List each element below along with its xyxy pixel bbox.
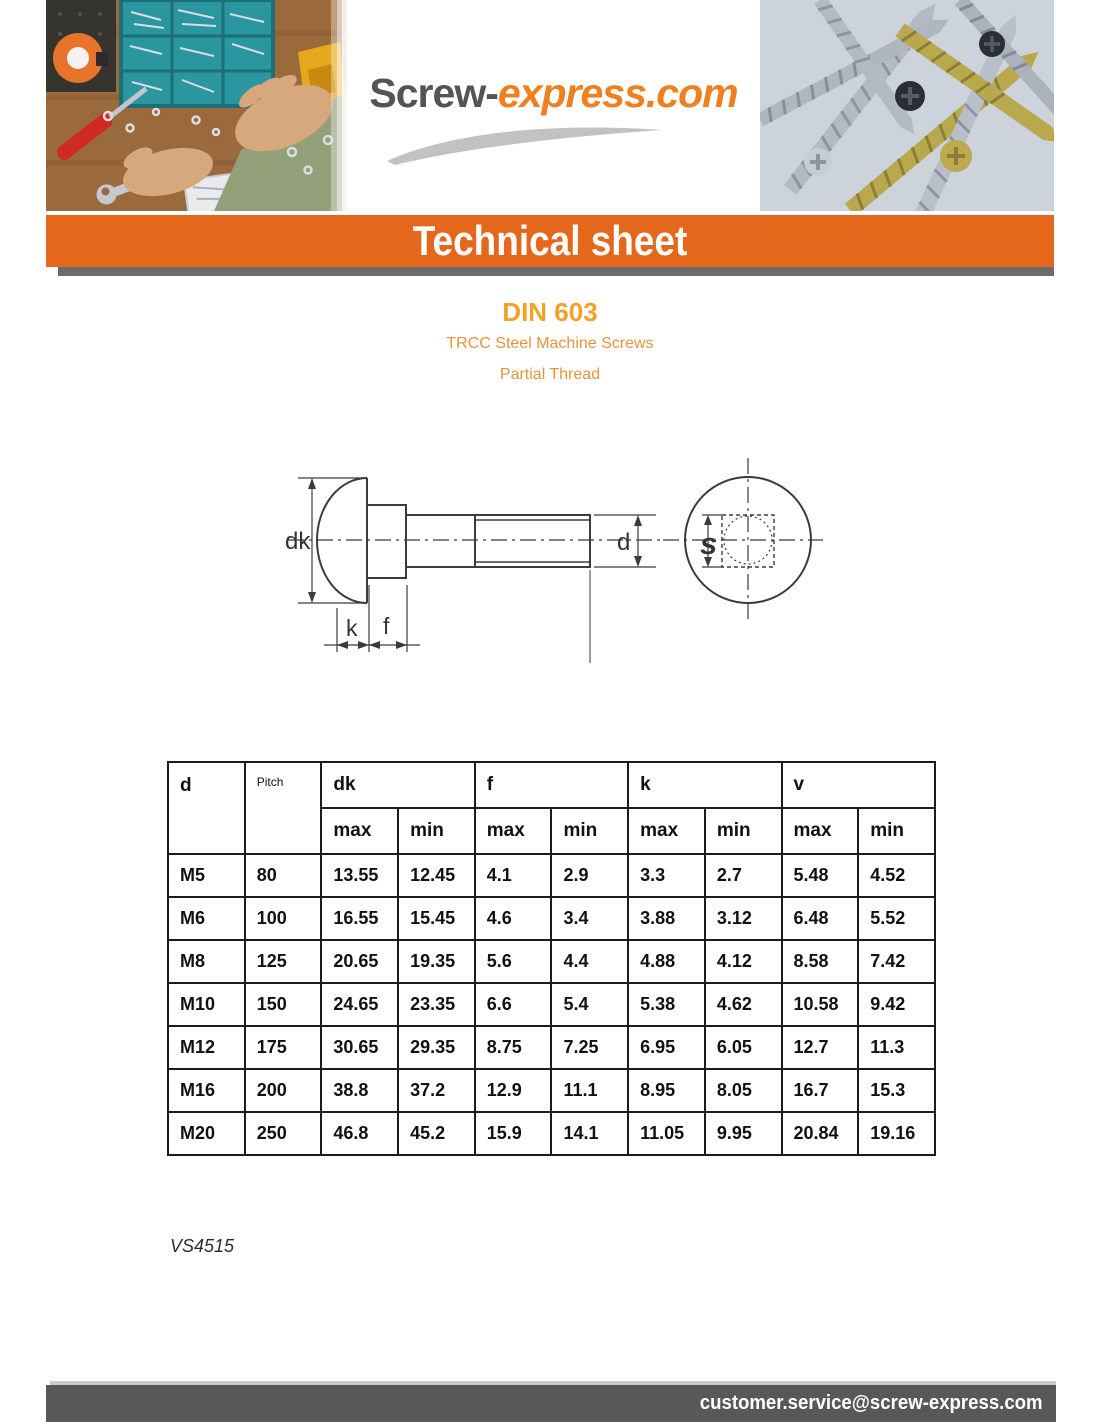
subheader-max: max [321,808,398,854]
s-label: s [700,526,718,561]
cell-value: 7.42 [858,940,935,983]
banner-title: Technical sheet [412,217,688,264]
spec-table [167,761,936,1156]
cell-pitch: 175 [245,1026,322,1069]
cell-value: 20.84 [782,1112,859,1155]
product-subtitle: TRCC Steel Machine Screws [446,335,654,352]
cell-value: 14.1 [551,1112,628,1155]
subheader-min: min [551,808,628,854]
subheader-max: max [782,808,859,854]
cell-value: 19.35 [398,940,475,983]
cell-value: 3.3 [628,854,705,897]
cell-value: 2.9 [551,854,628,897]
col-header-pitch: Pitch [245,762,322,854]
cell-value: 9.95 [705,1112,782,1155]
table-row [168,983,935,1026]
cell-value: 38.8 [321,1069,398,1112]
logo-zone [347,0,760,211]
col-header-f: f [475,762,628,808]
table-row [168,897,935,940]
cell-size: M12 [168,1026,245,1069]
logo-swoosh [379,119,669,165]
cell-value: 7.25 [551,1026,628,1069]
dk-label: dk [285,528,311,555]
cell-value: 6.48 [782,897,859,940]
cell-value: 6.6 [475,983,552,1026]
footer-email-link[interactable]: customer.service@screw-express.com [700,1392,1043,1414]
cell-value: 15.45 [398,897,475,940]
cell-value: 5.4 [551,983,628,1026]
cell-pitch: 200 [245,1069,322,1112]
screw-pile-illustration [760,0,1054,211]
header-photo-workbench [46,0,347,211]
cell-value: 6.95 [628,1026,705,1069]
cell-value: 37.2 [398,1069,475,1112]
cell-value: 11.3 [858,1026,935,1069]
cell-value: 4.6 [475,897,552,940]
standard-title: DIN 603 [502,297,598,327]
d-label: d [617,529,631,556]
cell-value: 30.65 [321,1026,398,1069]
cell-size: M6 [168,897,245,940]
cell-value: 5.52 [858,897,935,940]
cell-value: 10.58 [782,983,859,1026]
cell-value: 15.9 [475,1112,552,1155]
cell-pitch: 100 [245,897,322,940]
cell-value: 6.05 [705,1026,782,1069]
col-header-v: v [782,762,936,808]
cell-size: M16 [168,1069,245,1112]
cell-value: 4.4 [551,940,628,983]
cell-value: 13.55 [321,854,398,897]
subheader-min: min [398,808,475,854]
cell-value: 3.4 [551,897,628,940]
logo-prefix: Screw- [369,70,498,116]
banner-shadow [58,267,1054,276]
workbench-illustration [46,0,347,211]
table-row [168,1112,935,1155]
cell-value: 16.55 [321,897,398,940]
cell-value: 24.65 [321,983,398,1026]
footer-bar [46,1385,1056,1422]
cell-pitch: 125 [245,940,322,983]
cell-value: 11.1 [551,1069,628,1112]
cell-value: 5.6 [475,940,552,983]
table-row [168,940,935,983]
cell-value: 4.12 [705,940,782,983]
cell-value: 4.52 [858,854,935,897]
thread-subtitle: Partial Thread [499,366,601,383]
brand-logo [369,70,737,117]
cell-size: M20 [168,1112,245,1155]
cell-value: 45.2 [398,1112,475,1155]
spec-table-head [168,762,935,854]
f-label: f [383,613,390,639]
cell-size: M10 [168,983,245,1026]
cell-size: M5 [168,854,245,897]
reference-note: VS4515 [170,1236,235,1256]
col-header-d: d [168,762,245,854]
cell-value: 3.12 [705,897,782,940]
subheader-min: min [705,808,782,854]
cell-pitch: 150 [245,983,322,1026]
cell-size: M8 [168,940,245,983]
cell-value: 9.42 [858,983,935,1026]
bolt-diagram [250,440,850,680]
cell-value: 8.58 [782,940,859,983]
cell-value: 2.7 [705,854,782,897]
cell-value: 4.62 [705,983,782,1026]
col-header-k: k [628,762,781,808]
cell-value: 20.65 [321,940,398,983]
cell-value: 4.1 [475,854,552,897]
cell-value: 12.7 [782,1026,859,1069]
cell-value: 23.35 [398,983,475,1026]
cell-pitch: 250 [245,1112,322,1155]
cell-value: 8.05 [705,1069,782,1112]
cell-value: 12.45 [398,854,475,897]
subheader-max: max [628,808,705,854]
table-row [168,1069,935,1112]
cell-value: 4.88 [628,940,705,983]
col-header-dk: dk [321,762,474,808]
table-row [168,854,935,897]
cell-value: 16.7 [782,1069,859,1112]
bolt-drawing [250,440,850,675]
cell-value: 8.75 [475,1026,552,1069]
cell-value: 5.48 [782,854,859,897]
logo-suffix: express.com [497,70,738,116]
k-label: k [346,615,358,641]
cell-value: 29.35 [398,1026,475,1069]
cell-value: 12.9 [475,1069,552,1112]
cell-value: 5.38 [628,983,705,1026]
spec-table-body [168,854,935,1155]
cell-value: 3.88 [628,897,705,940]
table-row [168,1026,935,1069]
cell-pitch: 80 [245,854,322,897]
header-row-groups [168,762,935,808]
cell-value: 15.3 [858,1069,935,1112]
technical-sheet-banner [46,215,1054,267]
header-photo-screws [760,0,1054,211]
cell-value: 46.8 [321,1112,398,1155]
cell-value: 8.95 [628,1069,705,1112]
subheader-min: min [858,808,935,854]
cell-value: 11.05 [628,1112,705,1155]
cell-value: 19.16 [858,1112,935,1155]
subheader-max: max [475,808,552,854]
